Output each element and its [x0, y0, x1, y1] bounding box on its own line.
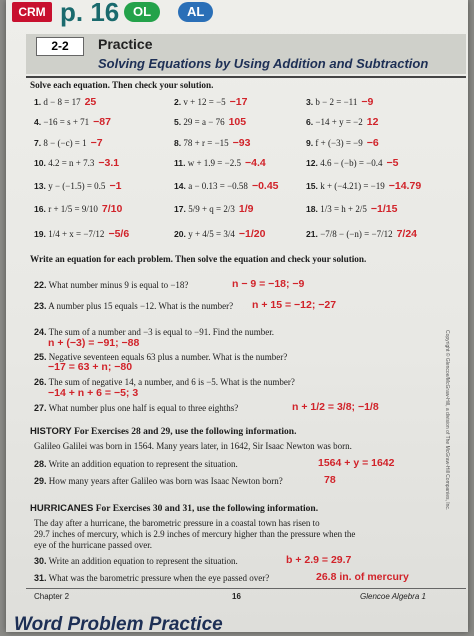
answer-23: n + 15 = −12; −27 [252, 299, 337, 311]
instructions-solve: Solve each equation. Then check your solution. [30, 80, 214, 90]
word-problem-23: 23. A number plus 15 equals −12. What is the number? [34, 301, 234, 311]
problem-17: 17. 5/9 + q = 2/3 1/9 [174, 203, 254, 215]
problem-9: 9. f + (−3) = −9 −6 [306, 137, 379, 149]
footer-page: 16 [232, 592, 241, 601]
problem-21: 21. −7/8 − (−n) = −7/12 7/24 [306, 228, 418, 240]
problem-16: 16. r + 1/5 = 9/10 7/10 [34, 203, 123, 215]
answer-28: 1564 + y = 1642 [318, 457, 395, 469]
answer-29: 78 [324, 474, 336, 486]
ol-badge: OL [124, 2, 160, 22]
problem-4: 4. −16 = s + 71 −87 [34, 116, 111, 128]
footer-chapter: Chapter 2 [34, 592, 70, 601]
problem-2: 2. v + 12 = −5 −17 [174, 96, 248, 108]
worksheet-page [6, 0, 468, 632]
lesson-title: Solving Equations by Using Addition and Subtraction [98, 56, 429, 71]
header-rule [26, 76, 466, 78]
answer-25: −17 = 63 + n; −80 [48, 361, 133, 373]
answer-30: b + 2.9 = 29.7 [286, 554, 352, 566]
hurricanes-info-line1: The day after a hurricane, the barometric pressure in a coastal town has risen to [34, 518, 320, 528]
problem-20: 20. y + 4/5 = 3/4 −1/20 [174, 228, 266, 240]
footer-rule [26, 588, 466, 589]
word-problem-25: 25. Negative seventeen equals 63 plus a number. What is the number? [34, 352, 288, 362]
question-31: 31. What was the barometric pressure when the eye passed over? [34, 573, 270, 583]
problem-14: 14. a − 0.13 = −0.58 −0.45 [174, 180, 279, 192]
hurricanes-info-line3: eye of the hurricane passed over. [34, 540, 152, 550]
problem-19: 19. 1/4 + x = −7/12 −5/6 [34, 228, 130, 240]
word-problem-27: 27. What number plus one half is equal to three eighths? [34, 403, 239, 413]
next-page-title: Word Problem Practice [14, 614, 223, 635]
answer-31: 26.8 in. of mercury [316, 571, 409, 583]
problem-6: 6. −14 + y = −2 12 [306, 116, 379, 128]
crm-badge: CRM [12, 2, 52, 22]
problem-10: 10. 4.2 = n + 7.3 −3.1 [34, 157, 120, 169]
problem-11: 11. w + 1.9 = −2.5 −4.4 [174, 157, 266, 169]
history-heading: HISTORY For Exercises 28 and 29, use the following information. [30, 426, 297, 437]
question-28: 28. Write an addition equation to represent the situation. [34, 459, 238, 469]
hurricanes-info-line2: 29.7 inches of mercury, which is 2.9 inches of mercury higher than the pressure when the [34, 529, 356, 539]
page-number-heading: p. 16 [60, 0, 120, 27]
problem-15: 15. k + (−4.21) = −19 −14.79 [306, 180, 422, 192]
word-problem-22: 22. What number minus 9 is equal to −18? [34, 280, 189, 290]
question-29: 29. How many years after Galileo was born was Isaac Newton born? [34, 476, 283, 486]
answer-24: n + (−3) = −91; −88 [48, 337, 140, 349]
word-problem-24: 24. The sum of a number and −3 is equal to −91. Find the number. [34, 327, 274, 337]
hurricanes-heading: HURRICANES For Exercises 30 and 31, use the following information. [30, 503, 319, 514]
problem-13: 13. y − (−1.5) = 0.5 −1 [34, 180, 122, 192]
word-problem-26: 26. The sum of negative 14, a number, and 6 is −5. What is the number? [34, 377, 295, 387]
copyright-notice: Copyright © Glencoe/McGraw-Hill, a division of The McGraw-Hill Companies, Inc. [444, 330, 450, 511]
problem-8: 8. 78 + r = −15 −93 [174, 137, 251, 149]
problem-7: 7. 8 − (−c) = 1 −7 [34, 137, 103, 149]
problem-3: 3. b − 2 = −11 −9 [306, 96, 374, 108]
problem-12: 12. 4.6 − (−b) = −0.4 −5 [306, 157, 399, 169]
answer-26: −14 + n + 6 = −5; 3 [48, 387, 139, 399]
section-title: Practice [98, 36, 153, 52]
al-badge: AL [178, 2, 213, 22]
answer-27: n + 1/2 = 3/8; −1/8 [292, 401, 379, 413]
problem-18: 18. 1/3 = h + 2/5 −1/15 [306, 203, 398, 215]
question-30: 30. Write an addition equation to represent the situation. [34, 556, 238, 566]
instructions-write-equation: Write an equation for each problem. Then solve the equation and check your solution. [30, 254, 367, 264]
answer-22: n − 9 = −18; −9 [232, 278, 305, 290]
problem-5: 5. 29 = a − 76 105 [174, 116, 247, 128]
lesson-number: 2-2 [36, 37, 84, 56]
problem-1: 1. d − 8 = 17 25 [34, 96, 97, 108]
footer-book: Glencoe Algebra 1 [360, 592, 426, 601]
history-info: Galileo Galilei was born in 1564. Many years later, in 1642, Sir Isaac Newton was born. [34, 441, 352, 451]
